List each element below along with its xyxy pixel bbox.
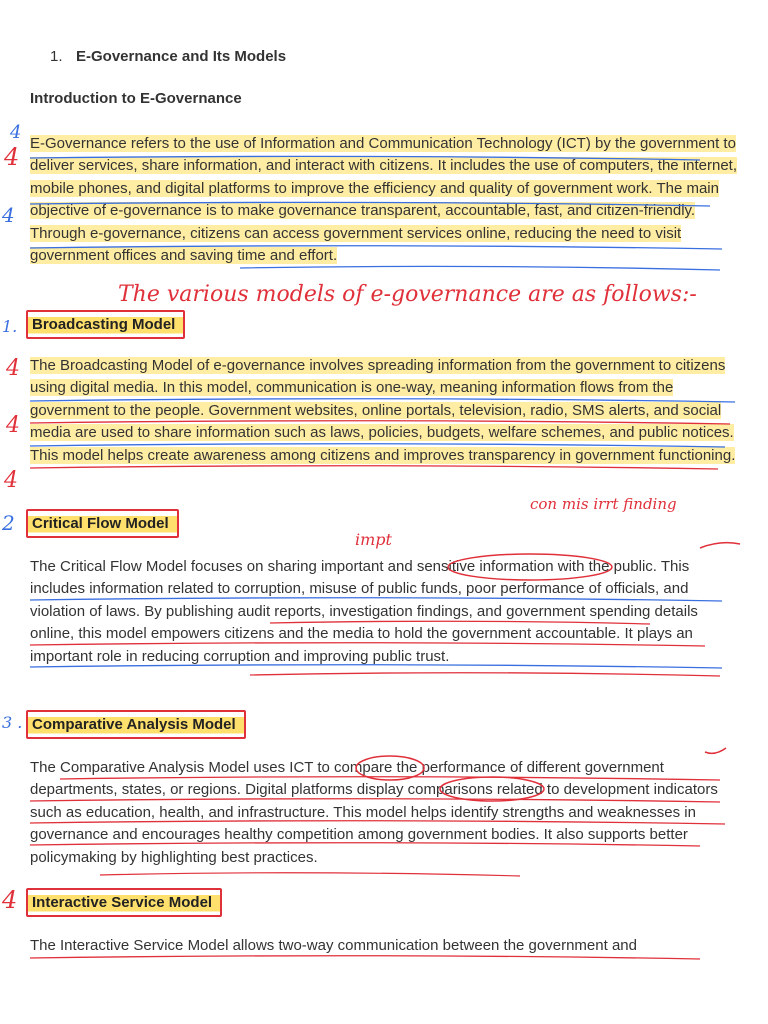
intro-heading: Introduction to E-Governance xyxy=(30,90,242,107)
critical-flow-model-heading: Critical Flow Model xyxy=(26,509,179,538)
handwritten-imp-note: impt xyxy=(355,530,392,549)
margin-mark-4-blue: 4 xyxy=(2,203,15,227)
broadcasting-model-heading: Broadcasting Model xyxy=(26,310,185,339)
handwritten-models-note: The various models of e-governance are as follows:- xyxy=(118,282,697,307)
margin-mark-4: 4 xyxy=(4,143,20,171)
broadcasting-model-paragraph xyxy=(30,355,742,467)
critical-flow-model-paragraph xyxy=(30,556,742,668)
interactive-service-model-paragraph xyxy=(30,935,742,957)
intro-paragraph xyxy=(30,133,742,267)
comparative-analysis-model-text: The Comparative Analysis Model uses ICT to compare the performance of different government departments, states, or regions. Digital platforms display comparisons related to development indicators such as education, health, and infrastructure. This model helps identify strengths and weaknesses in governance and encourages healthy competition among government bodies. It also supports better policymaking by highlighting best practices. xyxy=(30,759,718,866)
critical-flow-model-text: The Critical Flow Model focuses on sharing important and sensitive information with the public. This includes information related to corruption, misuse of public funds, poor performance of officials, and violation of laws. By publishing audit reports, investigation findings, and government spending details online, this model empowers citizens and the media to hold the government accountable. It plays an important role in reducing corruption and improving public trust. xyxy=(30,558,698,665)
underline-stroke xyxy=(250,673,720,676)
comparative-analysis-model-heading: Comparative Analysis Model xyxy=(26,710,246,739)
section-number: 1. xyxy=(50,48,63,65)
number-mark-4: 4 xyxy=(2,886,18,914)
intro-paragraph-text: E-Governance refers to the use of Information and Communication Technology (ICT) by the government to deliver services, share information, and interact with citizens. It includes the use of computers, the internet, mobile phones, and digital platforms to improve the efficiency and quality of government work. The main objective of e-governance is to make governance transparent, accountable, fast, and citizen-friendly. Through e-governance, citizens can access government services online, reducing the need to visit government offices and saving time and effort. xyxy=(30,135,738,265)
comparative-analysis-model-paragraph xyxy=(30,757,742,869)
margin-mark-4: 4 xyxy=(6,413,20,438)
interactive-service-model-text: The Interactive Service Model allows two-way communication between the government and xyxy=(30,937,637,954)
tick-stroke xyxy=(705,748,726,753)
margin-mark-4: 4 xyxy=(4,468,18,493)
number-mark-1: 1. xyxy=(2,317,18,336)
margin-mark-4-blue: 4 xyxy=(10,122,22,143)
number-mark-3: 3 . xyxy=(2,713,23,732)
section-title: E-Governance and Its Models xyxy=(76,48,287,65)
tick-stroke xyxy=(700,543,740,548)
underline-stroke xyxy=(100,873,520,876)
handwritten-margin-note: con mis irrt finding xyxy=(530,495,677,513)
margin-mark-4: 4 xyxy=(6,356,20,381)
broadcasting-model-text: The Broadcasting Model of e-governance involves spreading information from the government to citizens using digital media. In this model, communication is one-way, meaning information flows from the government to the people. Government websites, online portals, television, radio, SMS alerts, and social media are used to share information such as laws, policies, budgets, welfare schemes, and public notices. This model helps create awareness among citizens and improves transparency in government functioning. xyxy=(30,357,736,464)
number-mark-2: 2 xyxy=(2,511,15,535)
interactive-service-model-heading: Interactive Service Model xyxy=(26,888,222,917)
